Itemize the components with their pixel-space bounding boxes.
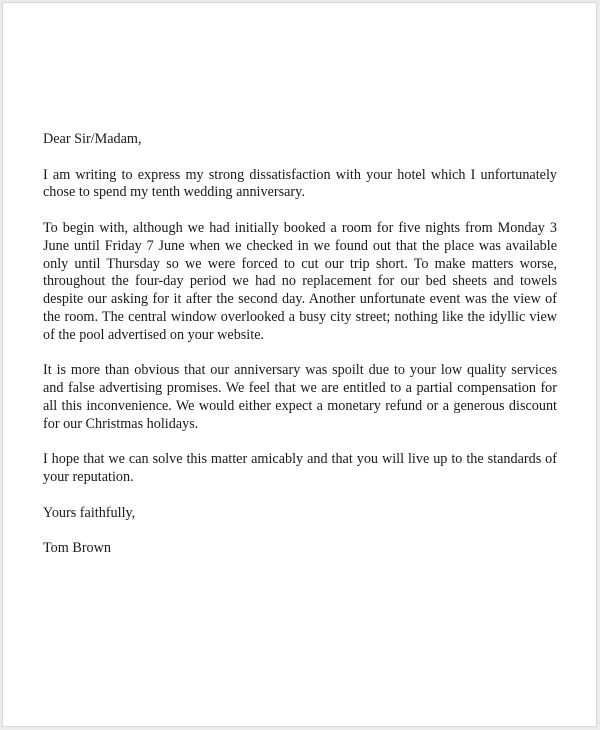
paragraph-demands: It is more than obvious that our anniversary was spoilt due to your low quality services and false advertising promises. We feel that we are entitled to a partial compensation for all this inconvenience. We would either expect a monetary refund or a generous discount for our Christmas holidays. xyxy=(43,362,557,432)
signature: Tom Brown xyxy=(43,540,111,557)
paragraph-complaints: To begin with, although we had initially booked a room for five nights from Monday 3 June until Friday 7 June when we checked in we found out that the place was available only until Thursday so we were forced to cut our trip short. To make matters worse, throughout the four-day period we had no replacement for our bed sheets and towels despite our asking for it after the second day. Another unfortunate event was the view of the room. The central window overlooked a busy city street; nothing like the idyllic view of the pool advertised on your website. xyxy=(43,219,557,343)
complaint-letter xyxy=(43,131,557,576)
salutation: Dear Sir/Madam, xyxy=(43,131,142,147)
paragraph-conclusion: I hope that we can solve this matter amicably and that you will live up to the standards of your reputation. xyxy=(43,451,557,486)
paragraph-intro: I am writing to express my strong dissatisfaction with your hotel which I unfortunately chose to spend my tenth wedding anniversary. xyxy=(43,166,557,201)
document-page xyxy=(2,2,597,727)
closing: Yours faithfully, xyxy=(43,504,136,521)
